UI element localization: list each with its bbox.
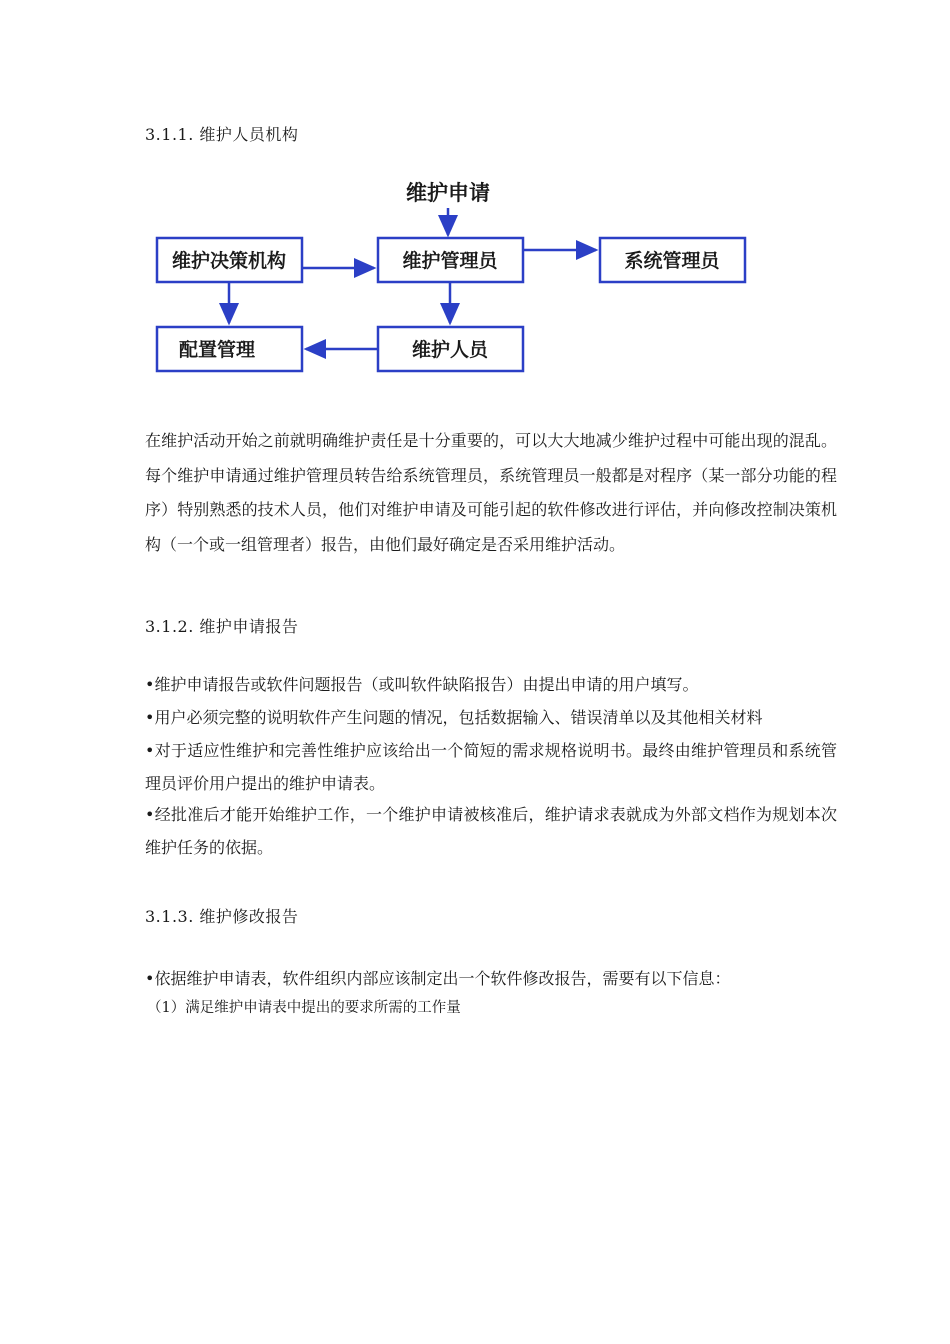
diagram-label-decision: 维护决策机构: [171, 250, 287, 272]
diagram-label-manager: 维护管理员: [402, 250, 498, 272]
bullet-item-2: •用户必须完整的说明软件产生问题的情况，包括数据输入、错误清单以及其他相关材料: [145, 708, 763, 727]
bullet-item-modification: •依据维护申请表，软件组织内部应该制定出一个软件修改报告，需要有以下信息：: [145, 969, 731, 988]
section-heading-3-1-1: 3.1.1. 维护人员机构: [145, 125, 299, 144]
diagram-label-config: 配置管理: [178, 339, 256, 361]
diagram-label-staff: 维护人员: [411, 339, 489, 361]
section-heading-3-1-2: 3.1.2. 维护申请报告: [145, 617, 299, 636]
diagram-label-request: 维护申请: [406, 181, 490, 205]
paragraph-responsibility: 在维护活动开始之前就明确维护责任是十分重要的，可以大大地减少维护过程中可能出现的混乱。每个维护申请通过维护管理员转告给系统管理员，系统管理员一般都是对程序（某一部分功能的程序）特别熟悉的技术人员，他们对维护申请及可能引起的软件修改进行评估，并向修改控制决策机构（一个或一组管理者）报告，由他们最好确定是否采用维护活动。: [145, 431, 837, 554]
maintenance-organization-diagram: [145, 170, 755, 380]
bullet-item-4: •经批准后才能开始维护工作，一个维护申请被核准后，维护请求表就成为外部文档作为规划本次维护任务的依据。: [145, 805, 837, 857]
numbered-item-1: （1）满足维护申请表中提出的要求所需的工作量: [147, 1000, 461, 1016]
section-heading-3-1-3: 3.1.3. 维护修改报告: [145, 907, 299, 926]
bullet-item-3: •对于适应性维护和完善性维护应该给出一个简短的需求规格说明书。最终由维护管理员和系统管理员评价用户提出的维护申请表。: [145, 741, 837, 793]
diagram-label-sysadmin: 系统管理员: [624, 250, 720, 272]
bullet-item-1: •维护申请报告或软件问题报告（或叫软件缺陷报告）由提出申请的用户填写。: [145, 675, 699, 694]
